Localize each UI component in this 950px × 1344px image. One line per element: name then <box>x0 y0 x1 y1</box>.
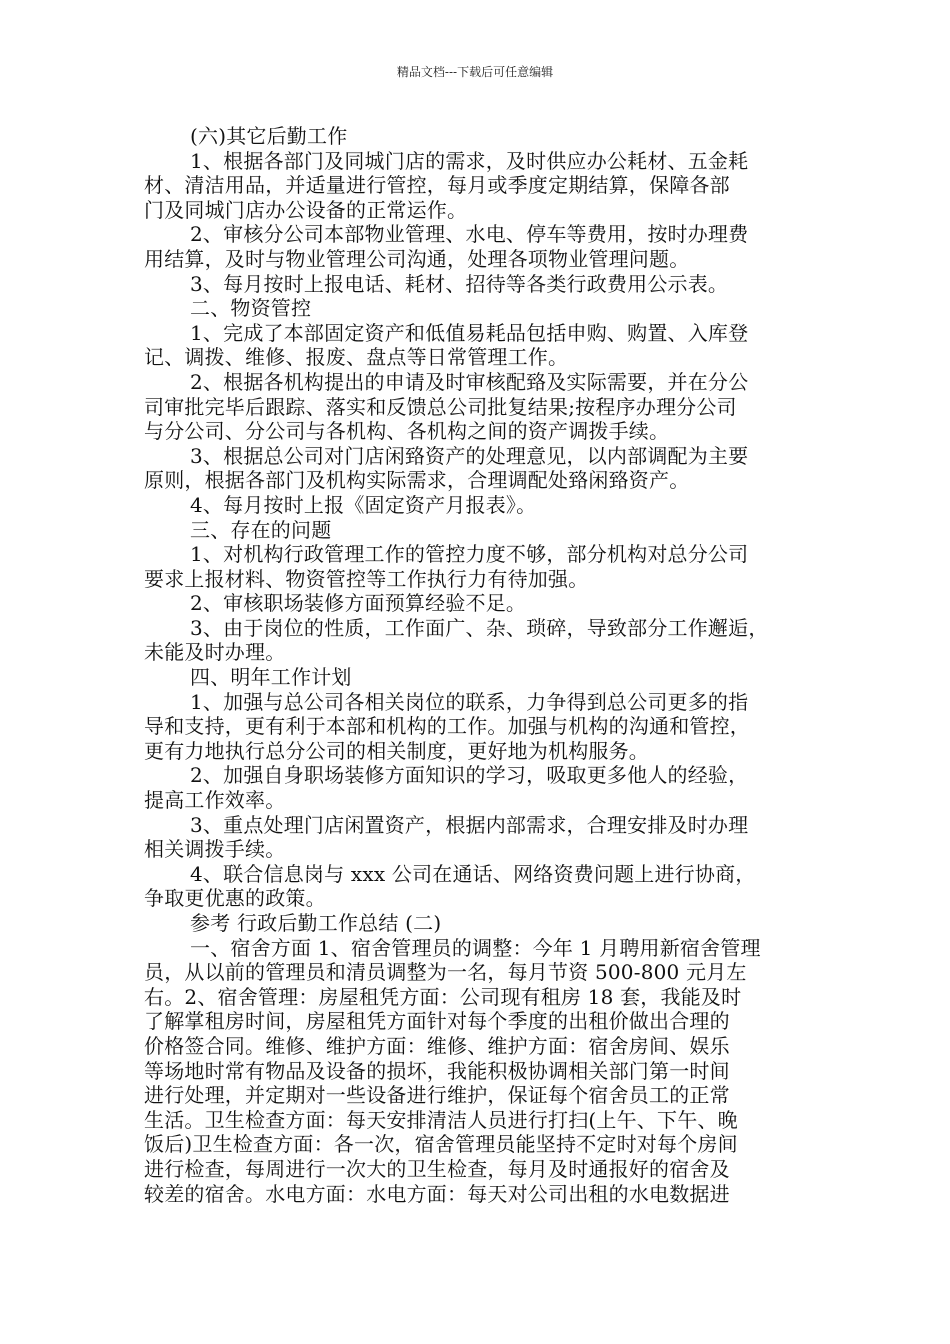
text-line: 1、加强与总公司各相关岗位的联系，力争得到总公司更多的指 <box>190 689 749 714</box>
text-line: 2、审核职场装修方面预算经验不足。 <box>190 591 527 616</box>
text-line: 司审批完毕后跟踪、落实和反馈总公司批复结果;按程序办理分公司 <box>144 394 737 419</box>
text-line: 等场地时常有物品及设备的损坏，我能积极协调相关部门第一时间 <box>144 1058 730 1083</box>
text-line: 相关调拨手续。 <box>144 837 286 862</box>
text-line: 一、宿舍方面 1、宿舍管理员的调整：今年 1 月聘用新宿舍管理 <box>190 935 761 960</box>
text-line: 价格签合同。维修、维护方面：维修、维护方面：宿舍房间、娱乐 <box>144 1033 730 1058</box>
text-line: (六)其它后勤工作 <box>190 124 348 148</box>
text-line: 记、调拨、维修、报废、盘点等日常管理工作。 <box>144 345 569 370</box>
text-line: 4、联合信息岗与 xxx 公司在通话、网络资费问题上进行协商， <box>190 861 756 886</box>
text-line: 进行检查，每周进行一次大的卫生检查，每月及时通报好的宿舍及 <box>144 1156 730 1181</box>
text-line: 未能及时办理。 <box>144 640 286 665</box>
text-line: 员，从以前的管理员和清员调整为一名，每月节资 500-800 元月左 <box>144 960 747 985</box>
text-line: 生活。卫生检查方面：每天安排清洁人员进行打扫(上午、下午、晚 <box>144 1107 738 1132</box>
text-line: 材、清洁用品，并适量进行管控，每月或季度定期结算，保障各部 <box>144 173 730 198</box>
text-line: 用结算，及时与物业管理公司沟通，处理各项物业管理问题。 <box>144 246 690 271</box>
text-line: 要求上报材料、物资管控等工作执行力有待加强。 <box>144 566 589 591</box>
document-body <box>144 124 814 1206</box>
text-line: 争取更优惠的政策。 <box>144 886 326 911</box>
text-line: 2、加强自身职场装修方面知识的学习，吸取更多他人的经验， <box>190 763 749 788</box>
text-line: 三、存在的问题 <box>190 517 332 542</box>
text-line: 3、重点处理门店闲置资产，根据内部需求，合理安排及时办理 <box>190 812 749 837</box>
text-line: 较差的宿舍。水电方面：水电方面：每天对公司出租的水电数据进 <box>144 1181 730 1206</box>
text-line: 进行处理，并定期对一些设备进行维护，保证每个宿舍员工的正常 <box>144 1083 730 1108</box>
text-line: 2、根据各机构提出的申请及时审核配臵及实际需要，并在分公 <box>190 369 749 394</box>
text-line: 参考 行政后勤工作总结 (二) <box>190 911 442 935</box>
text-line: 更有力地执行总分公司的相关制度，更好地为机构服务。 <box>144 738 649 763</box>
text-line: 3、每月按时上报电话、耗材、招待等各类行政费用公示表。 <box>190 271 729 296</box>
text-line: 1、完成了本部固定资产和低值易耗品包括申购、购置、入库登 <box>190 320 749 345</box>
text-line: 2、审核分公司本部物业管理、水电、停车等费用，按时办理费 <box>190 222 749 247</box>
text-line: 1、对机构行政管理工作的管控力度不够，部分机构对总分公司 <box>190 542 749 567</box>
text-line: 1、根据各部门及同城门店的需求，及时供应办公耗材、五金耗 <box>190 148 749 173</box>
page-header: 精品文档---下载后可任意编辑 <box>396 65 554 79</box>
text-line: 右。2、宿舍管理：房屋租凭方面：公司现有租房 18 套，我能及时 <box>144 984 742 1009</box>
text-line: 二、物资管控 <box>190 296 312 321</box>
text-line: 原则，根据各部门及机构实际需求，合理调配处臵闲臵资产。 <box>144 468 690 493</box>
text-line: 与分公司、分公司与各机构、各机构之间的资产调拨手续。 <box>144 419 670 444</box>
text-line: 4、每月按时上报《固定资产月报表》。 <box>190 492 537 517</box>
text-line: 导和支持，更有利于本部和机构的工作。加强与机构的沟通和管控， <box>144 714 750 739</box>
text-line: 3、由于岗位的性质，工作面广、杂、琐碎，导致部分工作邂逅， <box>190 615 769 640</box>
text-line: 提高工作效率。 <box>144 788 286 813</box>
text-line: 3、根据总公司对门店闲臵资产的处理意见，以内部调配为主要 <box>190 443 749 468</box>
text-line: 了解掌租房时间，房屋租凭方面针对每个季度的出租价做出合理的 <box>144 1009 730 1034</box>
text-line: 饭后)卫生检查方面：各一次，宿舍管理员能坚持不定时对每个房间 <box>144 1132 738 1157</box>
text-line: 门及同城门店办公设备的正常运作。 <box>144 197 468 222</box>
text-line: 四、明年工作计划 <box>190 665 352 690</box>
